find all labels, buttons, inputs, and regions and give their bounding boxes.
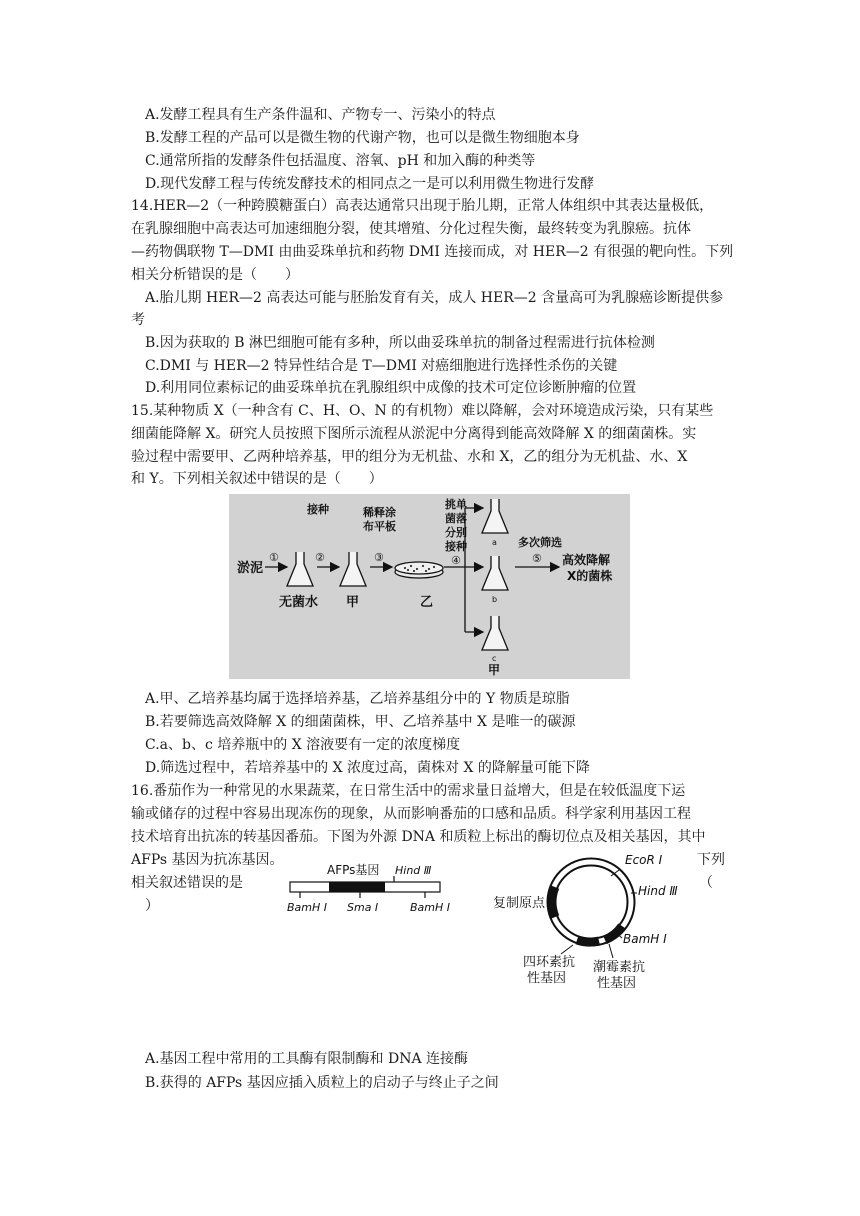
- q15-option-b: B.若要筛选高效降解 X 的细菌菌株，甲、乙培养基中 X 是唯一的碳源: [145, 714, 576, 730]
- q16-option-a: A.基因工程中常用的工具酶有限制酶和 DNA 连接酶: [145, 1051, 469, 1067]
- plasmid-diagram: [485, 850, 705, 1000]
- q14-stem-line4: 相关分析错误的是（ ）: [131, 267, 299, 283]
- label-pick-line4: 接种: [445, 540, 467, 553]
- q16-stem-line2: 输或储存的过程中容易出现冻伤的现象，从而影响番茄的口感和品质。科学家利用基因工程: [131, 806, 691, 822]
- flask-medium-jia-icon: [340, 552, 366, 586]
- q14-stem-line3: —药物偶联物 T—DMI 由曲妥珠单抗和药物 DMI 连接而成，对 HER—2 有很强的靶向性。下列: [131, 244, 734, 260]
- label-tet-line2: 性基因: [527, 971, 567, 986]
- q13-option-d: D.现代发酵工程与传统发酵技术的相同点之一是可以利用微生物进行发酵: [145, 176, 595, 192]
- label-step3: ③: [374, 551, 384, 564]
- label-flask-b: b: [492, 595, 498, 604]
- pointer-hyg: [609, 944, 613, 958]
- foreign-dna-diagram: [285, 858, 450, 938]
- q13-option-c: C.通常所指的发酵条件包括温度、溶氧、pH 和加入酶的种类等: [145, 153, 536, 169]
- label-multi-screen: 多次筛选: [518, 536, 562, 549]
- q14-option-a-cont: 考: [131, 312, 145, 328]
- tet-segment: [577, 940, 599, 942]
- q16-stem-line1: 16.番茄作为一种常见的水果蔬菜，在日常生活中的需求量日益增大，但是在较低温度下运: [131, 783, 686, 799]
- label-afps-gene: AFPs基因: [327, 863, 380, 877]
- label-jia-bottom: 甲: [488, 663, 501, 677]
- label-result-line2: X的菌株: [567, 569, 613, 583]
- q16-stem-line3: 技术培育出抗冻的转基因番茄。下图为外源 DNA 和质粒上标出的酶切位点及相关基因，其中: [131, 829, 706, 845]
- label-inoculate: 接种: [307, 503, 329, 516]
- flask-sterile-water-icon: [287, 552, 313, 586]
- q15-option-d: D.筛选过程中，若培养基中的 X 浓度过高，菌株对 X 的降解量可能下降: [145, 760, 590, 776]
- label-step4: ④: [451, 554, 461, 567]
- q15-option-c: C.a、b、c 培养瓶中的 X 溶液要有一定的浓度梯度: [145, 737, 461, 753]
- q15-stem-line2: 细菌能降解 X。研究人员按照下图所示流程从淤泥中分离得到能高效降解 X 的细菌菌株。实: [131, 426, 697, 442]
- q16-stem-line4-tail: 下列: [697, 852, 725, 868]
- label-hyg-line1: 潮霉素抗: [593, 960, 646, 975]
- label-step2: ②: [315, 551, 325, 564]
- label-pick-line3: 分别: [445, 526, 467, 539]
- flask-a-icon: [482, 499, 508, 533]
- label-step5: ⑤: [532, 552, 542, 565]
- afps-gene-block: [329, 882, 385, 892]
- q14-option-a: A.胎儿期 HER—2 高表达可能与胚胎发育有关，成人 HER—2 含量高可为乳腺癌诊断提供参: [145, 290, 724, 306]
- label-hyg-line2: 性基因: [597, 976, 637, 991]
- label-flask-a: a: [492, 538, 497, 547]
- hyg-segment: [605, 926, 622, 940]
- q14-stem-line2: 在乳腺细胞中高表达可加速细胞分裂，使其增殖、分化过程失衡，最终转变为乳腺癌。抗体: [131, 221, 691, 237]
- isolation-flow-diagram: [229, 494, 630, 679]
- label-dilute-line1: 稀释涂: [363, 506, 396, 519]
- label-pick-line2: 菌落: [445, 512, 467, 525]
- q14-option-b: B.因为获取的 B 淋巴细胞可能有多种，所以曲妥珠单抗的制备过程需进行抗体检测: [145, 335, 655, 351]
- q15-option-a: A.甲、乙培养基均属于选择培养基，乙培养基组分中的 Y 物质是琼脂: [145, 691, 570, 707]
- label-sma: Sma Ⅰ: [347, 901, 379, 914]
- q16-stem-line5: 相关叙述错误的是: [131, 875, 243, 891]
- q13-option-a: A.发酵工程具有生产条件温和、产物专一、污染小的特点: [145, 107, 496, 123]
- q16-stem-line4: AFPs 基因为抗冻基因。: [131, 852, 284, 868]
- flask-b-icon: [482, 556, 508, 590]
- label-dilute-line2: 布平板: [363, 520, 396, 533]
- q13-option-b: B.发酵工程的产品可以是微生物的代谢产物，也可以是微生物细胞本身: [145, 130, 580, 146]
- label-bam-right: BamH Ⅰ: [410, 901, 450, 914]
- label-step1: ①: [269, 551, 279, 564]
- label-hind-plasmid: Hind Ⅲ: [638, 884, 678, 898]
- label-sterile-water: 无菌水: [279, 595, 319, 610]
- q16-option-b: B.获得的 AFPs 基因应插入质粒上的启动子与终止子之间: [145, 1075, 499, 1091]
- label-bam-plasmid: BamH Ⅰ: [623, 932, 667, 946]
- q15-stem-line3: 验过程中需要甲、乙两种培养基，甲的组分为无机盐、水和 X，乙的组分为无机盐、水、X: [131, 449, 688, 465]
- label-tet-line1: 四环素抗: [523, 955, 576, 970]
- pointer-tet: [561, 945, 573, 954]
- label-result-line1: 高效降解: [562, 553, 611, 567]
- flask-c-icon: [482, 616, 508, 650]
- q15-stem-line4: 和 Y。下列相关叙述中错误的是（ ）: [131, 471, 383, 487]
- q16-paren-open: （: [699, 875, 713, 891]
- label-ori: 复制原点: [493, 896, 546, 911]
- label-bam-left: BamH Ⅰ: [287, 901, 328, 914]
- label-ecor: EcoR Ⅰ: [625, 853, 663, 867]
- petri-plate-lid: [395, 562, 443, 574]
- label-pick-line1: 挑单: [445, 498, 467, 511]
- ori-segment: [552, 887, 555, 917]
- label-hind-dna: Hind Ⅲ: [395, 864, 432, 877]
- label-yi: 乙: [420, 595, 434, 610]
- q15-stem-line1: 15.某种物质 X（一种含有 C、H、O、N 的有机物）难以降解，会对环境造成污染，只有某些: [131, 403, 714, 419]
- q14-option-c: C.DMI 与 HER—2 特异性结合是 T—DMI 对癌细胞进行选择性杀伤的关键: [145, 358, 618, 374]
- q14-option-d: D.利用同位素标记的曲妥珠单抗在乳腺组织中成像的技术可定位诊断肿瘤的位置: [145, 380, 637, 396]
- q16-paren-close: ）: [145, 898, 159, 914]
- label-mud: 淤泥: [237, 561, 264, 576]
- q14-stem-line1: 14.HER—2（一种跨膜糖蛋白）高表达通常只出现于胎儿期，正常人体组织中其表达量极低，: [131, 198, 714, 214]
- label-flask-c: c: [492, 654, 497, 663]
- label-jia: 甲: [346, 595, 360, 610]
